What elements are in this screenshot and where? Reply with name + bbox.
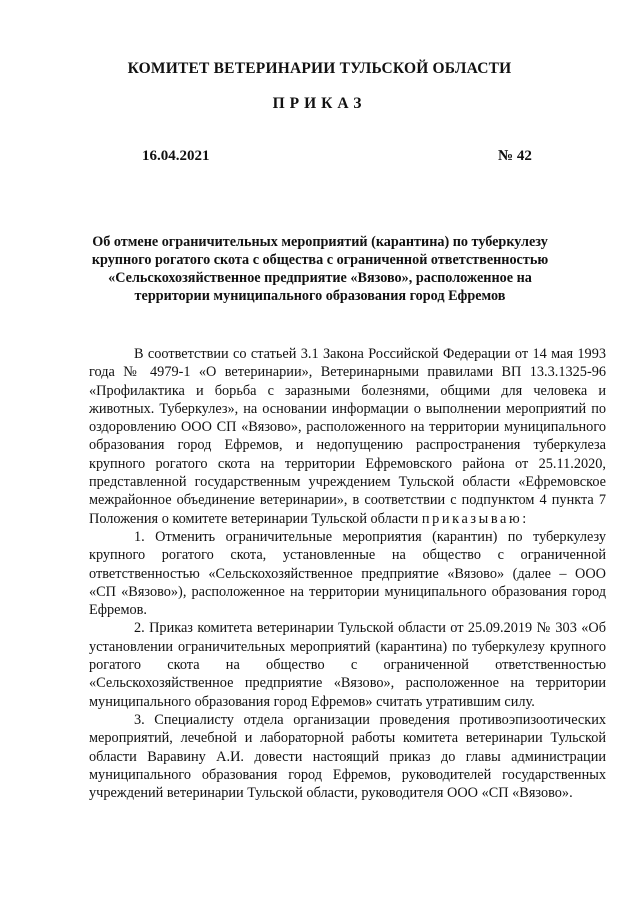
order-subject: Об отмене ограничительных мероприятий (карантина) по туберкулезу крупного рогатого скота с общества с ограниченной ответственностью «Сельскохозяйственное предприятие «Вязово», расположенное на территории муниципального образования город Ефремов (91, 234, 549, 304)
order-title: ПРИКАЗ (272, 95, 367, 112)
committee-heading: КОМИТЕТ ВЕТЕРИНАРИИ ТУЛЬСКОЙ ОБЛАСТИ (127, 60, 512, 77)
order-item-1: 1. Отменить ограничительные мероприятия (карантин) по туберкулезу крупного рогатого скота, установленные на общество с ограниченной ответственностью «Сельскохозяйственное предприятие «Вязово» (далее – ООО «СП «Вязово»), расположенное на территории муниципального образования город Ефремов. (89, 528, 606, 619)
order-number (498, 148, 532, 165)
order-item-2: 2. Приказ комитета ветеринарии Тульской области от 25.09.2019 № 303 «Об установлении ограничительных мероприятий (карантина) по туберкулезу крупного рогатого скота на общество с ограниченной ответственностью «Сельскохозяйственное предприятие «Вязово», расположенное на территории муниципального образования город Ефремов» считать утратившим силу. (89, 620, 606, 710)
order-body (89, 345, 606, 802)
preamble-paragraph (89, 345, 606, 528)
orders-word: приказываю: (421, 510, 529, 527)
number-value: 42 (516, 148, 532, 164)
number-label: № (498, 148, 514, 164)
order-date: 16.04.2021 (142, 148, 210, 164)
order-item-3: 3. Специалисту отдела организации проведения противоэпизоотических мероприятий, лечебной и лабораторной работы комитета ветеринарии Тульской области Варавину А.И. довести настоящий приказ до главы администрации муниципального образования город Ефремов, руководителей государственных учреждений ветеринарии Тульской области, руководителя ООО «СП «Вязово». (89, 711, 606, 802)
preamble-text: В соответствии со статьей 3.1 Закона Российской Федерации от 14 мая 1993 года № 4979-1 «О ветеринарии», Ветеринарными правилами ВП 13.3.1325-96 «Профилактика и борьба с заразными болезнями, общими для человека и животных. Туберкулез», на основании информации о выполнении мероприятий по оздоровлению ООО СП «Вязово», расположенного на территории муниципального образования город Ефремов, и недопущению распространения туберкулеза крупного рогатого скота на территории Ефремовского района от 25.11.2020, представленной государственным учреждением Тульской области «Ефремовское межрайонное объединение ветеринарии», в соответствии с подпунктом 4 пункта 7 Положения о комитете ветеринарии Тульской области (89, 346, 606, 527)
